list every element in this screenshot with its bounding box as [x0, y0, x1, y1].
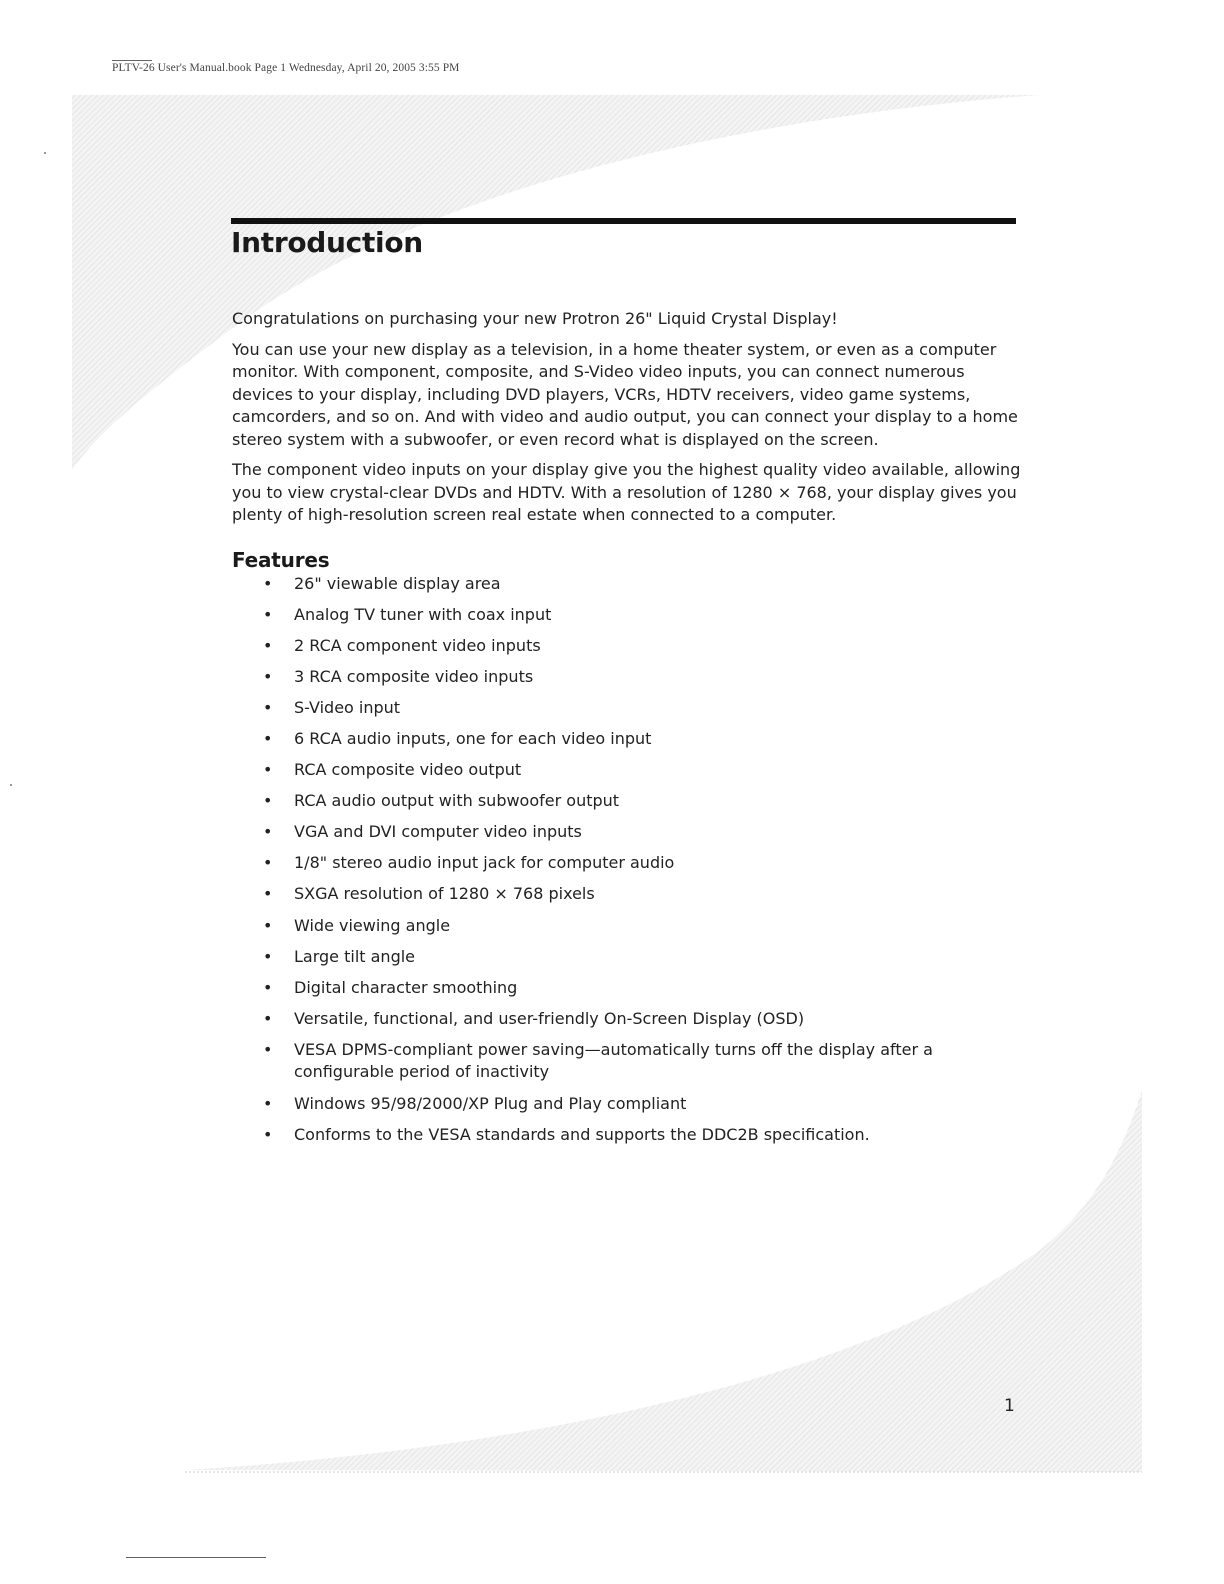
- bullet-icon: •: [263, 1124, 273, 1144]
- title-rule: [231, 218, 1016, 224]
- features-heading: Features: [232, 547, 330, 572]
- feature-text: Digital character smoothing: [294, 977, 518, 997]
- feature-text: 3 RCA composite video inputs: [294, 666, 534, 686]
- feature-text: Conforms to the VESA standards and supports the DDC2B specification.: [294, 1124, 870, 1144]
- feature-text: VESA DPMS-compliant power saving—automatically turns off the display after a configurable period of inactivity: [294, 1039, 933, 1082]
- list-item: [232, 883, 1022, 906]
- list-item: [232, 852, 1022, 875]
- page-title: Introduction: [231, 226, 423, 259]
- print-header: [112, 62, 460, 74]
- list-item: [232, 635, 1022, 658]
- list-item: [232, 759, 1022, 782]
- list-item: [232, 728, 1022, 751]
- feature-text: Large tilt angle: [294, 946, 416, 966]
- bullet-icon: •: [263, 728, 273, 748]
- bullet-icon: •: [263, 666, 273, 686]
- feature-text: 2 RCA component video inputs: [294, 635, 541, 655]
- feature-text: RCA composite video output: [294, 760, 522, 780]
- feature-text: SXGA resolution of 1280 × 768 pixels: [294, 884, 595, 904]
- edge-mark: [10, 784, 12, 786]
- list-item: [232, 977, 1022, 1000]
- feature-text: S-Video input: [294, 697, 401, 717]
- bullet-icon: •: [263, 791, 273, 811]
- link-underline: [126, 1557, 266, 1558]
- feature-text: 26" viewable display area: [294, 573, 501, 593]
- bullet-icon: •: [263, 1008, 273, 1028]
- list-item: [232, 1039, 1022, 1084]
- bullet-icon: •: [263, 573, 273, 593]
- list-item: [232, 604, 1022, 627]
- bullet-icon: •: [263, 915, 273, 935]
- list-item: [232, 697, 1022, 720]
- features-list: [232, 573, 1022, 1147]
- bullet-icon: •: [263, 853, 273, 873]
- intro-paragraph-1: Congratulations on purchasing your new Protron 26" Liquid Crystal Display!: [232, 309, 838, 328]
- page-number: 1: [1004, 1396, 1015, 1416]
- feature-text: VGA and DVI computer video inputs: [294, 822, 582, 842]
- list-item: [232, 1124, 1022, 1147]
- bullet-icon: •: [263, 946, 273, 966]
- edge-mark: [44, 152, 46, 154]
- feature-text: Analog TV tuner with coax input: [294, 604, 552, 624]
- list-item: [232, 573, 1022, 596]
- feature-text: 1/8" stereo audio input jack for computer audio: [294, 853, 675, 873]
- bullet-icon: •: [263, 822, 273, 842]
- list-item: [232, 915, 1022, 938]
- list-item: [232, 946, 1022, 969]
- list-item: [232, 790, 1022, 813]
- bullet-icon: •: [263, 635, 273, 655]
- feature-text: Windows 95/98/2000/XP Plug and Play compliant: [294, 1093, 687, 1113]
- feature-text: 6 RCA audio inputs, one for each video input: [294, 728, 652, 748]
- bullet-icon: •: [263, 760, 273, 780]
- list-item: [232, 1008, 1022, 1031]
- bullet-icon: •: [263, 697, 273, 717]
- bullet-icon: •: [263, 977, 273, 997]
- intro-paragraph-3: The component video inputs on your display give you the highest quality video available, allowing you to view crystal-clear DVDs and HDTV. With a resolution of 1280 × 768, your display gives you plenty of high-resolution screen real estate when connected to a computer.: [232, 460, 1021, 524]
- bullet-icon: •: [263, 1039, 273, 1059]
- list-item: [232, 666, 1022, 689]
- feature-text: Versatile, functional, and user-friendly On-Screen Display (OSD): [294, 1008, 805, 1028]
- feature-text: RCA audio output with subwoofer output: [294, 791, 620, 811]
- list-item: [232, 1093, 1022, 1116]
- feature-text: Wide viewing angle: [294, 915, 451, 935]
- bullet-icon: •: [263, 1093, 273, 1113]
- bullet-icon: •: [263, 604, 273, 624]
- intro-paragraph-2: You can use your new display as a television, in a home theater system, or even as a computer monitor. With component, composite, and S-Video video inputs, you can connect numerous devices to your display, including DVD players, VCRs, HDTV receivers, video game systems, camcorders, and so on. And with video and audio output, you can connect your display to a home stereo system with a subwoofer, or even record what is displayed on the screen.: [232, 339, 1018, 449]
- bullet-icon: •: [263, 884, 273, 904]
- main-content: [232, 308, 1022, 1155]
- print-header-text: PLTV-26 User's Manual.book Page 1 Wednesday, April 20, 2005 3:55 PM: [112, 62, 460, 74]
- header-overline: [112, 60, 152, 61]
- list-item: [232, 821, 1022, 844]
